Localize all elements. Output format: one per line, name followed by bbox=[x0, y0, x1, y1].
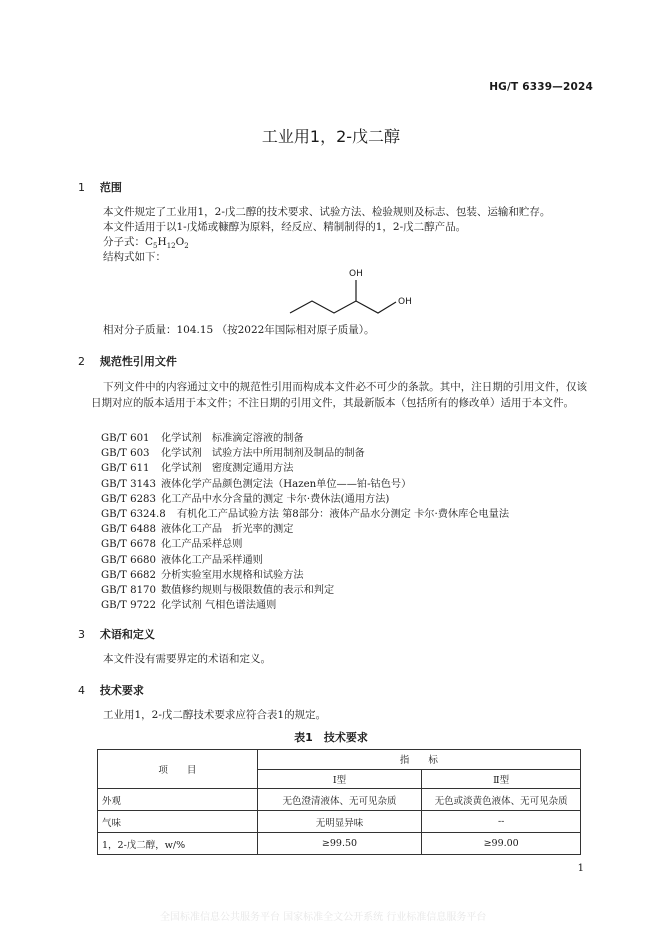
reference-item bbox=[101, 535, 243, 550]
formula-label: 分子式： bbox=[103, 236, 145, 248]
row-type-1: 无色澄清液体、无可见杂质 bbox=[257, 789, 422, 811]
row-item: 外观 bbox=[98, 789, 258, 811]
reference-code: GB/T 6678 bbox=[101, 539, 157, 551]
formula-o: O bbox=[175, 236, 185, 248]
reference-code: GB/T 6488 bbox=[101, 524, 157, 536]
table-row bbox=[98, 811, 581, 833]
tech-intro: 工业用1，2-戊二醇技术要求应符合表1的规定。 bbox=[103, 709, 327, 721]
row-item: 气味 bbox=[98, 811, 258, 833]
reference-item bbox=[101, 429, 304, 444]
section-number: 4 bbox=[78, 684, 85, 697]
reference-title: 液体化工产品采样通则 bbox=[161, 554, 263, 566]
spec-table bbox=[97, 749, 581, 855]
reference-code: GB/T 6283 bbox=[101, 493, 157, 505]
reference-code: GB/T 6324.8 bbox=[101, 509, 166, 520]
reference-item bbox=[101, 490, 389, 505]
scope-line-2: 本文件适用于以1-戊烯或糠醇为原料，经反应、精制制得的1，2-戊二醇产品。 bbox=[103, 221, 467, 233]
normative-intro: 下列文件中的内容通过文中的规范性引用而构成本文件必不可少的条款。其中，注日期的引用文件，仅该日期对应的版本适用于本文件；不注日期的引用文件，其最新版本（包括所有的修改单）适用于本文件。 bbox=[91, 381, 587, 409]
table-caption: 表1 技术要求 bbox=[294, 731, 368, 744]
section-3-heading bbox=[78, 626, 155, 642]
structural-formula bbox=[280, 262, 430, 322]
reference-code: GB/T 8170 bbox=[101, 585, 157, 596]
document-code: HG/T 6339—2024 bbox=[489, 81, 593, 93]
reference-code: GB/T 6680 bbox=[101, 554, 157, 566]
table-row bbox=[98, 833, 581, 855]
reference-code: GB/T 611 bbox=[101, 463, 150, 475]
section-title: 技术要求 bbox=[99, 684, 144, 697]
section-title: 范围 bbox=[99, 181, 122, 194]
reference-item bbox=[101, 581, 334, 596]
formula-o-count: 2 bbox=[184, 242, 189, 251]
reference-title: 液体化工产品 折光率的测定 bbox=[161, 524, 294, 536]
reference-title: 化学试剂 试验方法中所用制剂及制品的制备 bbox=[161, 448, 365, 460]
reference-title: 化工产品中水分含量的测定 卡尔·费休法(通用方法) bbox=[161, 493, 390, 505]
formula-h-count: 12 bbox=[166, 242, 176, 251]
carbon-chain bbox=[290, 301, 396, 313]
table-header-row bbox=[98, 750, 581, 770]
reference-item bbox=[101, 444, 365, 459]
reference-code: GB/T 3143 bbox=[101, 478, 157, 490]
formula-c-count: 5 bbox=[153, 242, 158, 251]
row-type-1: ≥99.50 bbox=[257, 833, 422, 855]
section-4-heading bbox=[78, 682, 144, 698]
section-1-heading bbox=[78, 179, 122, 195]
molar-mass: 相对分子质量：104.15 （按2022年国际相对原子质量）。 bbox=[103, 324, 375, 336]
reference-item bbox=[101, 551, 263, 566]
structure-label: 结构式如下： bbox=[103, 251, 166, 263]
terms-text: 本文件没有需要界定的术语和定义。 bbox=[103, 653, 271, 665]
reference-title: 有机化工产品试验方法 第8部分：液体产品水分测定 卡尔·费休库仑电量法 bbox=[177, 509, 510, 520]
reference-title: 化学试剂 密度测定通用方法 bbox=[161, 463, 294, 475]
reference-item bbox=[101, 475, 411, 490]
row-type-2: -- bbox=[422, 811, 581, 833]
reference-title: 液体化学产品颜色测定法（Hazen单位——铂-钴色号） bbox=[161, 478, 412, 490]
formula-c: C bbox=[145, 236, 154, 248]
reference-item bbox=[101, 520, 293, 535]
row-item: 1，2-戊二醇，w/% bbox=[98, 833, 258, 855]
document-title: 工业用1，2-戊二醇 bbox=[261, 127, 401, 146]
section-title: 术语和定义 bbox=[99, 628, 155, 641]
page-number: 1 bbox=[577, 863, 584, 874]
reference-code: GB/T 601 bbox=[101, 433, 150, 444]
hydroxyl-label-1: OH bbox=[349, 269, 363, 279]
scope-line-1: 本文件规定了工业用1，2-戊二醇的技术要求、试验方法、检验规则及标志、包装、运输和贮存。 bbox=[103, 206, 551, 218]
section-2-heading bbox=[78, 353, 177, 369]
reference-title: 分析实验室用水规格和试验方法 bbox=[161, 569, 304, 581]
formula-h: H bbox=[157, 236, 167, 248]
table-row bbox=[98, 789, 581, 811]
row-type-2: 无色或淡黄色液体、无可见杂质 bbox=[422, 789, 581, 811]
row-type-2: ≥99.00 bbox=[422, 833, 581, 855]
reference-item bbox=[101, 459, 293, 474]
reference-item bbox=[101, 505, 509, 520]
reference-code: GB/T 9722 bbox=[101, 600, 157, 612]
section-number: 3 bbox=[78, 628, 85, 641]
section-number: 1 bbox=[78, 181, 85, 194]
reference-title: 化学试剂 标准滴定溶液的制备 bbox=[161, 433, 304, 444]
section-title: 规范性引用文件 bbox=[99, 355, 177, 368]
reference-code: GB/T 603 bbox=[101, 448, 150, 460]
header-type-1: Ⅰ型 bbox=[257, 769, 422, 789]
watermark: 全国标准信息公共服务平台 国家标准全文公开系统 行业标准信息服务平台 bbox=[160, 912, 487, 923]
row-type-1: 无明显异味 bbox=[257, 811, 422, 833]
reference-item bbox=[101, 566, 304, 581]
header-index: 指 标 bbox=[257, 750, 580, 770]
header-type-2: Ⅱ型 bbox=[422, 769, 581, 789]
reference-title: 化工产品采样总则 bbox=[161, 539, 243, 551]
header-item: 项 目 bbox=[98, 750, 258, 789]
reference-title: 数值修约规则与极限数值的表示和判定 bbox=[161, 585, 335, 596]
hydroxyl-label-2: OH bbox=[398, 297, 412, 307]
section-number: 2 bbox=[78, 355, 85, 368]
reference-item bbox=[101, 596, 276, 611]
reference-title: 化学试剂 气相色谱法通则 bbox=[161, 600, 277, 612]
reference-code: GB/T 6682 bbox=[101, 569, 157, 581]
